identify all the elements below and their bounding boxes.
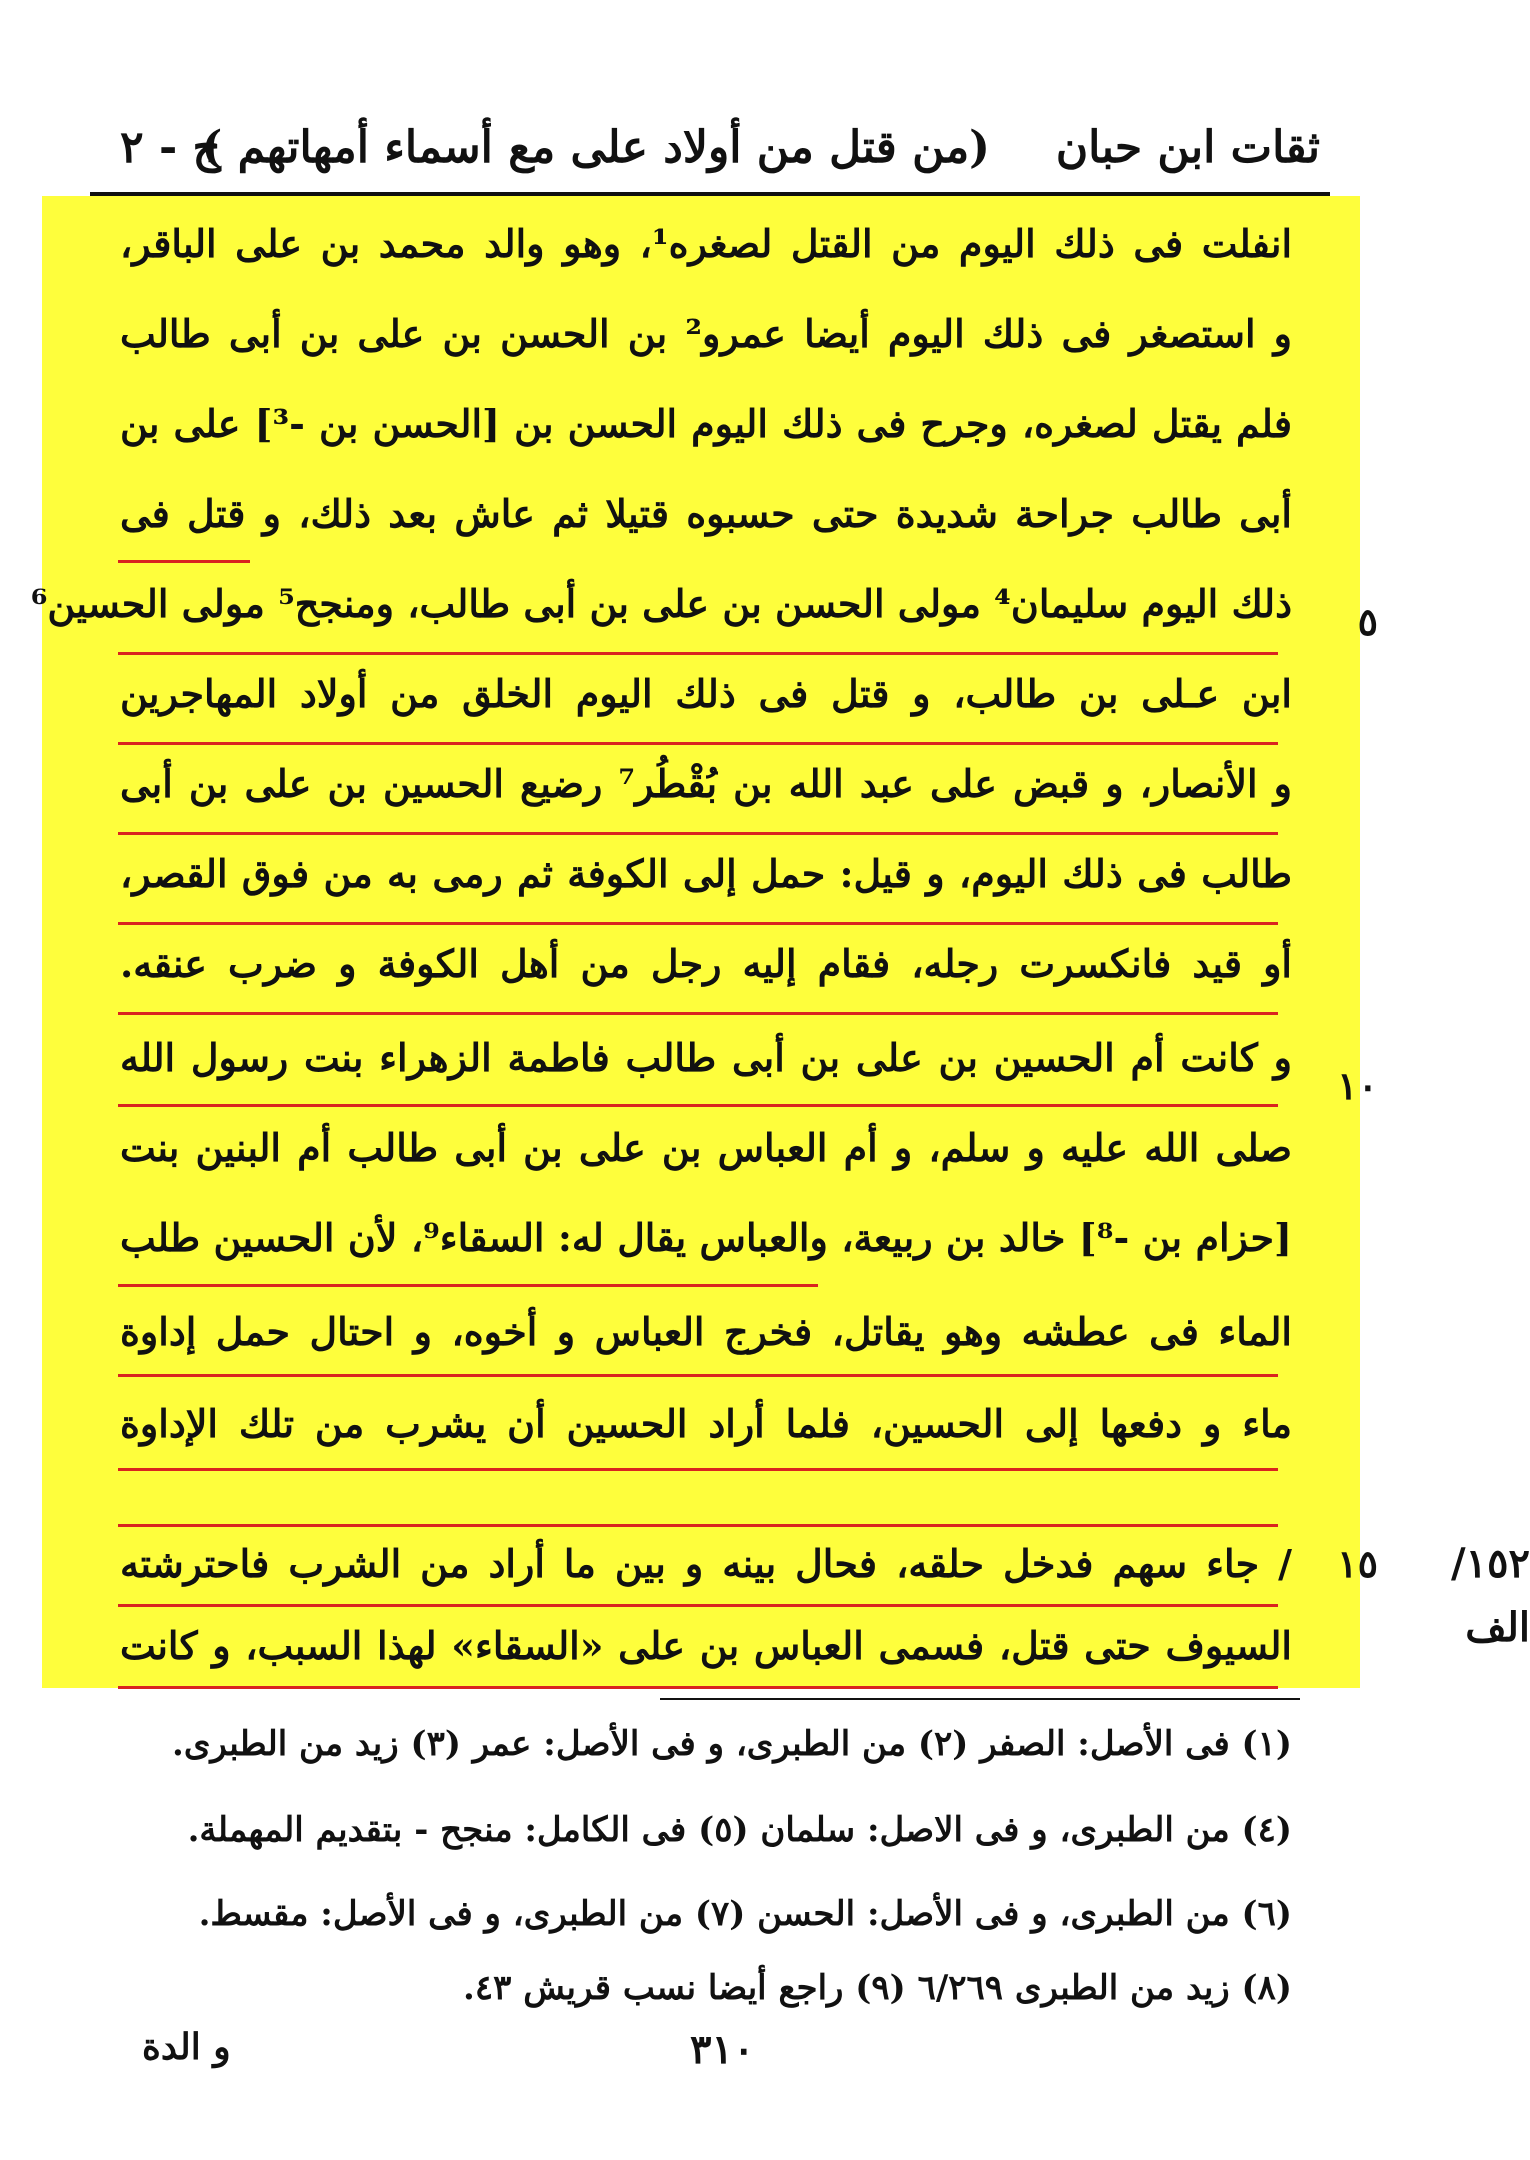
footnote-line-3: (٦) من الطبرى، و فى الأصل: الحسن (٧) من الطبرى، و فى الأصل: مقسط. <box>198 1894 1292 1934</box>
text-line-6: ابن عـلى بن طالب، و قتل فى ذلك اليوم الخلق من أولاد المهاجرين <box>120 671 1292 716</box>
red-underline <box>118 652 1278 655</box>
text-line-13: الماء فى عطشه وهو يقاتل، فخرج العباس و أخوه، و احتال حمل إداوة <box>120 1309 1292 1354</box>
margin-folio-note: ١٥٢/ الف <box>1450 1540 1530 1651</box>
red-underline <box>118 560 250 563</box>
page-number: ٣١٠ <box>690 2026 755 2073</box>
text-line-10: و كانت أم الحسين بن على بن أبى طالب فاطمة الزهراء بنت رسول الله <box>120 1035 1292 1080</box>
text-line-8: طالب فى ذلك اليوم، و قيل: حمل إلى الكوفة ثم رمى به من فوق القصر، <box>120 851 1292 896</box>
text-line-16: السيوف حتى قتل، فسمى العباس بن على «السقاء» لهذا السبب، و كانت <box>120 1623 1292 1668</box>
text-line-11: صلى الله عليه و سلم، و أم العباس بن على بن أبى طالب أم البنين بنت <box>120 1125 1292 1170</box>
text-line-7: و الأنصار، و قبض على عبد الله بن بُقْطُر⁷ رضيع الحسين بن على بن أبى <box>120 761 1293 806</box>
red-underline <box>118 1374 1278 1377</box>
header-section-title: (من قتل من أولاد على مع أسماء أمهاتهم ) <box>201 122 990 173</box>
text-line-4: أبى طالب جراحة شديدة حتى حسبوه قتيلا ثم عاش بعد ذلك، و قتل فى <box>120 491 1292 536</box>
red-underline <box>118 1524 1278 1527</box>
running-header <box>120 118 1320 178</box>
header-book-title: ثقات ابن حبان <box>1055 122 1320 173</box>
footnote-separator <box>660 1698 1300 1700</box>
line-number-15: ١٥ <box>1337 1541 1378 1586</box>
text-line-5: ذلك اليوم سليمان⁴ مولى الحسن بن على بن أبى طالب، ومنجح⁵ مولى الحسين⁶ <box>30 581 1292 626</box>
red-underline <box>118 1468 1278 1471</box>
text-line-9: أو قيد فانكسرت رجله، فقام إليه رجل من أهل الكوفة و ضرب عنقه. <box>120 941 1292 986</box>
footnote-line-4: (٨) زيد من الطبرى ٦/٢٦٩ (٩) راجع أيضا نسب قريش ٤٣. <box>462 1968 1292 2008</box>
red-underline <box>118 922 1278 925</box>
red-underline <box>118 1284 818 1287</box>
line-number-5: ٥ <box>1357 599 1378 644</box>
red-underline <box>118 1012 1278 1015</box>
text-line-14: ماء و دفعها إلى الحسين، فلما أراد الحسين أن يشرب من تلك الإداوة <box>120 1401 1292 1446</box>
red-underline <box>118 1604 1278 1607</box>
header-volume: ج - ٢ <box>120 122 221 173</box>
text-line-1: انفلت فى ذلك اليوم من القتل لصغره¹، وهو والد محمد بن على الباقر، <box>120 221 1292 266</box>
red-underline <box>118 742 1278 745</box>
text-line-2: و استصغر فى ذلك اليوم أيضا عمرو² بن الحسن بن على بن أبى طالب <box>120 311 1293 356</box>
red-underline <box>118 1686 1278 1689</box>
text-line-12: [حزام بن -⁸] خالد بن ربيعة، والعباس يقال له: السقاء⁹، لأن الحسين طلب <box>120 1215 1292 1260</box>
footnote-line-2: (٤) من الطبرى، و فى الاصل: سلمان (٥) فى الكامل: منجح - بتقديم المهملة. <box>187 1810 1292 1850</box>
red-underline <box>118 1104 1278 1107</box>
footnote-line-1: (١) فى الأصل: الصفر (٢) من الطبرى، و فى الأصل: عمر (٣) زيد من الطبرى. <box>171 1724 1292 1764</box>
text-line-15: / جاء سهم فدخل حلقه، فحال بينه و بين ما أراد من الشرب فاحترشته <box>120 1541 1292 1586</box>
red-underline <box>118 832 1278 835</box>
catchword: و الدة <box>142 2026 231 2068</box>
text-line-3: فلم يقتل لصغره، وجرح فى ذلك اليوم الحسن بن [الحسن بن -³] على بن <box>120 401 1292 446</box>
line-number-10: ١٠ <box>1337 1063 1378 1108</box>
